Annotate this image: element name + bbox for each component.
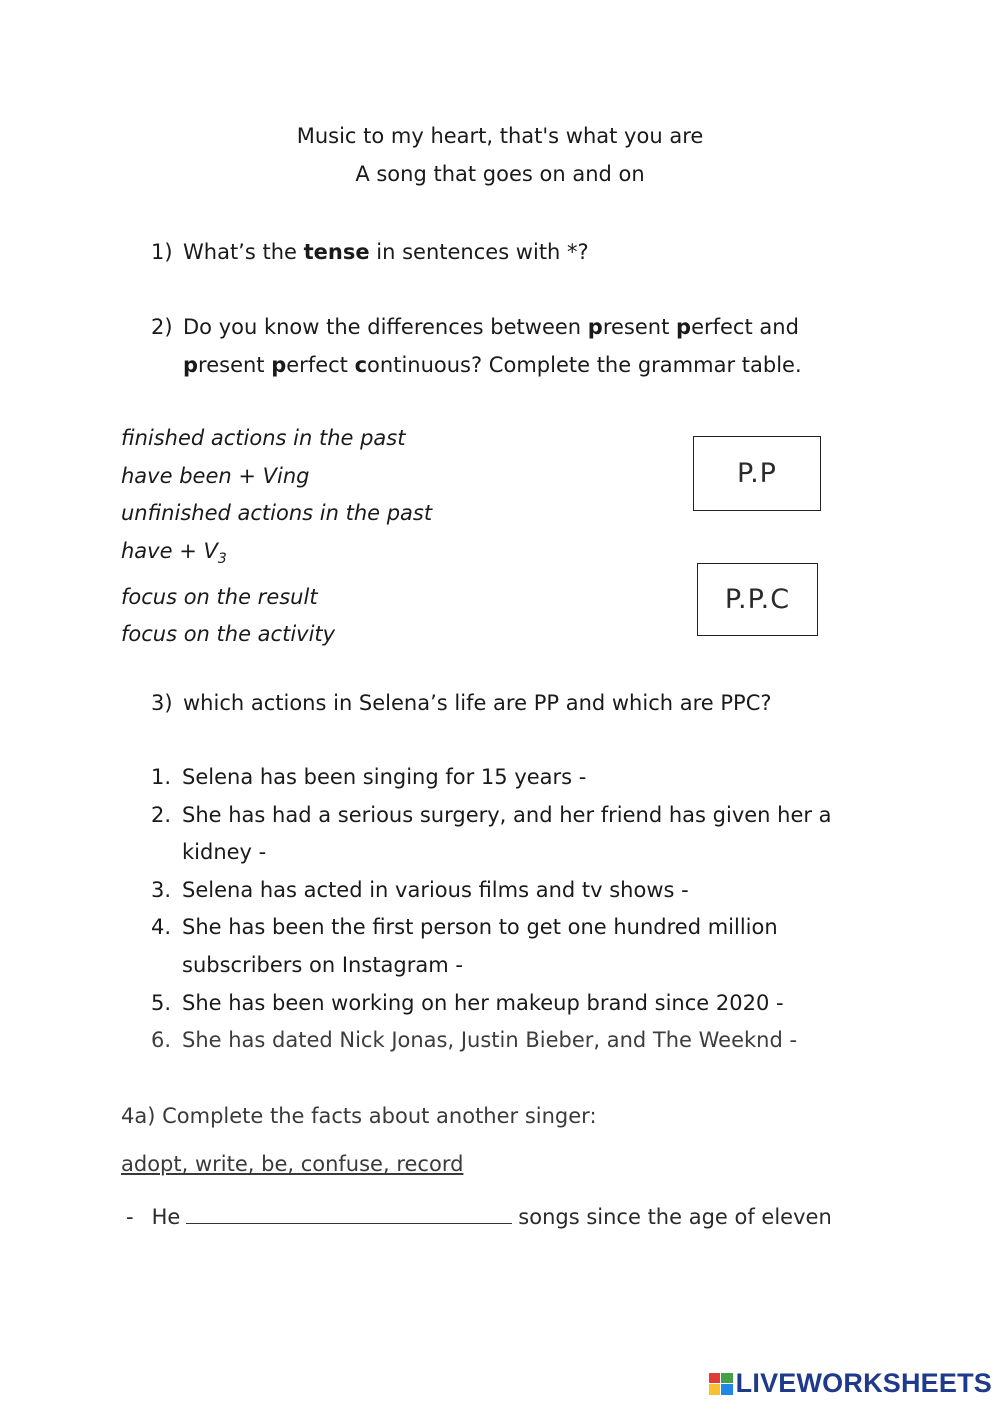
- q2-bold-letter: p: [271, 353, 287, 377]
- question-3-text: which actions in Selena’s life are PP and which are PPC?: [183, 691, 772, 715]
- question-3-number: 3): [151, 691, 173, 715]
- question-2-line-2: [151, 346, 802, 384]
- question-1-number: 1): [151, 240, 173, 264]
- list-item-text: She has been the first person to get one hundred million subscribers on Instagram -: [182, 915, 778, 977]
- q2-bold-letter: p: [587, 315, 603, 339]
- list-item-number: 2.: [151, 802, 172, 827]
- logo-square-yellow: [709, 1384, 721, 1395]
- q2-text: resent: [198, 353, 272, 377]
- grammar-terms-list: [121, 420, 432, 654]
- logo-square-red: [709, 1373, 721, 1384]
- sentence-rest: songs since the age of eleven: [518, 1205, 832, 1229]
- list-item-number: 1.: [151, 765, 172, 789]
- ppc-drop-box[interactable]: [697, 563, 818, 636]
- question-3: [151, 684, 772, 722]
- bullet-dash: -: [126, 1205, 134, 1229]
- question-1-text-pre: What’s the: [183, 240, 304, 264]
- list-item-text: She has had a serious surgery, and her friend has given her a kidney -: [182, 802, 832, 865]
- term-unfinished-actions[interactable]: unfinished actions in the past: [121, 501, 433, 526]
- ppc-box-label: P.P.C: [724, 584, 791, 615]
- list-item: [151, 909, 871, 984]
- q2-bold-letter: p: [676, 315, 692, 339]
- logo-text: LIVEWORKSHEETS: [735, 1368, 992, 1398]
- sentence-subject: He: [151, 1205, 181, 1229]
- fill-in-sentence: [126, 1201, 832, 1229]
- pp-drop-box[interactable]: [693, 436, 821, 511]
- question-1-keyword: tense: [303, 240, 370, 264]
- q2-bold-letter: p: [183, 353, 199, 377]
- list-item: [151, 1022, 871, 1060]
- term-have-v3-text: have + V: [121, 538, 218, 563]
- term-focus-activity[interactable]: focus on the activity: [121, 622, 336, 647]
- list-item-number: 4.: [151, 915, 172, 940]
- question-1-text-post: in sentences with *?: [369, 240, 589, 264]
- list-item-number: 3.: [151, 877, 172, 902]
- selena-actions-list: [151, 759, 871, 1060]
- q2-text: erfect and: [691, 315, 799, 339]
- term-have-v3[interactable]: [121, 533, 432, 579]
- liveworksheets-logo: [709, 1368, 992, 1399]
- lyric-line-1: Music to my heart, that's what you are: [296, 124, 704, 148]
- list-item-text: She has dated Nick Jonas, Justin Bieber, and The Weeknd -: [182, 1028, 798, 1053]
- term-have-been-ving[interactable]: have been + Ving: [121, 463, 310, 488]
- logo-square-green: [721, 1373, 733, 1384]
- section-4a-title: 4a) Complete the facts about another singer:: [121, 1104, 597, 1128]
- q2-text: erfect: [286, 353, 355, 377]
- term-finished-actions[interactable]: finished actions in the past: [121, 426, 406, 450]
- q2-bold-letter: c: [354, 353, 368, 377]
- list-item: [151, 759, 871, 797]
- list-item: [151, 872, 871, 910]
- logo-mark-icon: [709, 1373, 733, 1395]
- term-focus-result[interactable]: focus on the result: [121, 584, 318, 609]
- list-item-text: Selena has been singing for 15 years -: [182, 765, 587, 789]
- question-1: [151, 233, 589, 271]
- list-item-text: She has been working on her makeup brand since 2020 -: [182, 990, 784, 1015]
- word-bank: adopt, write, be, confuse, record: [121, 1152, 464, 1176]
- q2-text: Do you know the differences between: [183, 315, 588, 339]
- list-item-text: Selena has acted in various films and tv shows -: [182, 877, 689, 902]
- lyric-line-2: A song that goes on and on: [355, 162, 645, 186]
- pp-box-label: P.P: [737, 458, 777, 489]
- term-v3-subscript: 3: [217, 550, 227, 567]
- list-item-number: 6.: [151, 1028, 172, 1053]
- question-2-number: 2): [151, 315, 173, 339]
- logo-square-blue: [721, 1384, 733, 1395]
- q2-text: ontinuous? Complete the grammar table.: [367, 353, 802, 377]
- list-item: [151, 985, 871, 1023]
- q2-text: resent: [602, 315, 677, 339]
- question-2-line-1: [151, 308, 802, 346]
- question-2: [151, 308, 802, 384]
- list-item: [151, 797, 871, 872]
- list-item-number: 5.: [151, 990, 172, 1015]
- answer-blank-input[interactable]: [186, 1201, 512, 1224]
